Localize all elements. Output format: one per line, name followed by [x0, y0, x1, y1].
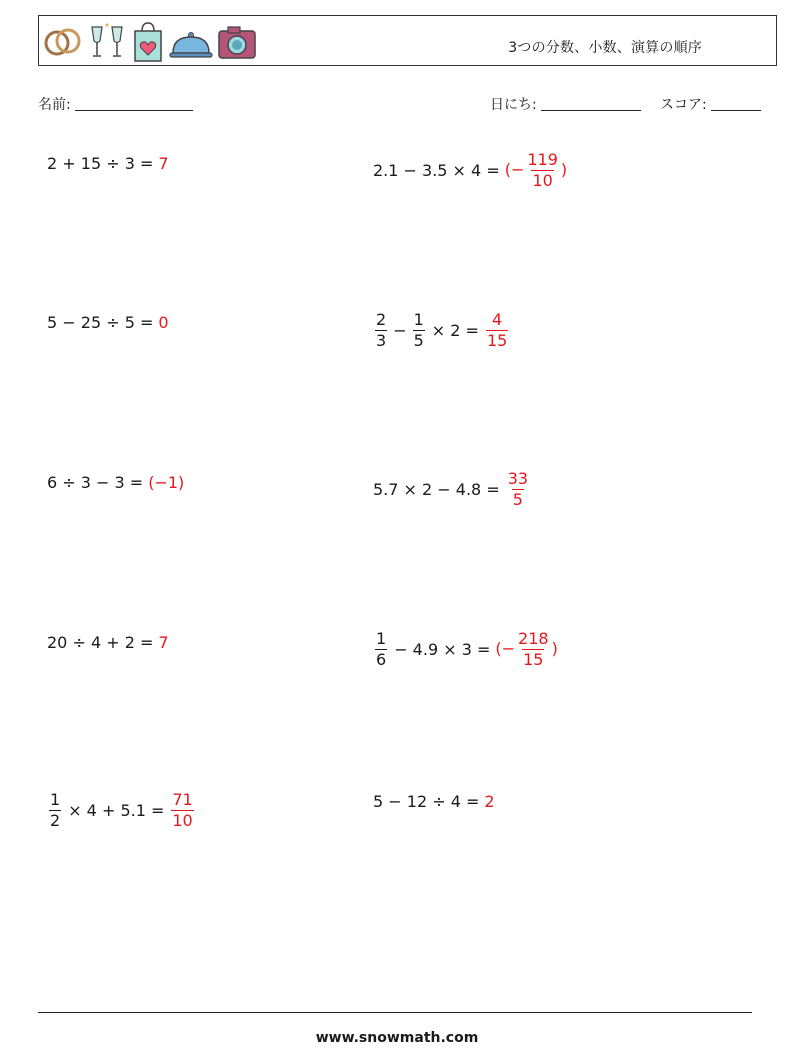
problem-expression: − 4.9 × 3 =	[394, 639, 491, 659]
header-icons	[42, 21, 258, 63]
date-blank[interactable]	[541, 95, 641, 111]
problem-expression: 5 − 25 ÷ 5 =	[47, 312, 154, 332]
problem-5	[47, 454, 184, 510]
numerator: 1	[50, 789, 61, 809]
denominator: 2	[50, 810, 61, 830]
problem-expression: × 2 =	[431, 320, 479, 340]
problem-expression: 2.1 − 3.5 × 4 =	[373, 160, 500, 180]
answer-prefix: (−	[504, 159, 525, 179]
denominator: 3	[376, 330, 387, 350]
problem-6	[373, 461, 531, 517]
problem-expression: × 4 + 5.1 =	[68, 800, 165, 820]
camera-icon	[216, 21, 258, 63]
problem-8	[373, 621, 558, 677]
problem-2	[373, 142, 567, 198]
answer-suffix: )	[551, 638, 558, 658]
problem-expression: 5 − 12 ÷ 4 =	[373, 791, 480, 811]
answer-fraction	[486, 309, 508, 350]
problem-expression: 6 ÷ 3 − 3 =	[47, 472, 144, 492]
numerator: 1	[413, 309, 424, 329]
problem-9	[47, 782, 196, 838]
operand-fraction	[413, 309, 425, 350]
denominator: 15	[523, 649, 544, 669]
problem-answer: 7	[158, 153, 169, 173]
worksheet-title: 3つの分数、小数、演算の順序	[508, 40, 702, 56]
problem-answer: 2	[484, 791, 495, 811]
numerator: 33	[507, 468, 529, 488]
answer-fraction	[507, 468, 529, 509]
numerator: 4	[492, 309, 503, 329]
problem-4	[373, 302, 510, 358]
operand-fraction	[375, 309, 387, 350]
score-label: スコア:	[660, 97, 707, 113]
cloche-icon	[168, 21, 214, 63]
numerator: 71	[172, 789, 193, 809]
operand-fraction	[49, 789, 61, 830]
operator: −	[393, 320, 407, 340]
name-field[interactable]	[38, 94, 193, 114]
problem-expression: 2 + 15 ÷ 3 =	[47, 153, 154, 173]
problem-expression: 20 ÷ 4 + 2 =	[47, 632, 154, 652]
score-blank[interactable]	[711, 95, 761, 111]
problem-7	[47, 614, 169, 670]
numerator: 218	[518, 628, 549, 648]
answer-fraction	[517, 628, 550, 669]
denominator: 10	[172, 810, 193, 830]
problem-3	[47, 294, 169, 350]
footer-divider	[38, 1012, 752, 1013]
answer-fraction	[526, 149, 559, 190]
name-label: 名前:	[38, 97, 71, 113]
date-label: 日にち:	[490, 97, 537, 113]
problem-answer	[495, 628, 558, 669]
operand-fraction	[375, 628, 387, 669]
champagne-toast-icon	[86, 21, 128, 63]
footer-url[interactable]: www.snowmath.com	[315, 1030, 479, 1046]
numerator: 119	[527, 149, 558, 169]
worksheet-header	[38, 15, 777, 66]
answer-suffix: )	[560, 159, 568, 179]
problem-expression: 5.7 × 2 − 4.8 =	[373, 479, 500, 499]
problem-answer	[504, 149, 568, 190]
score-field[interactable]	[660, 94, 761, 114]
numerator: 1	[376, 628, 387, 648]
problem-answer: 0	[158, 312, 169, 332]
denominator: 15	[486, 330, 508, 350]
problem-1	[47, 135, 169, 191]
problem-answer: (−1)	[148, 472, 185, 492]
problem-10	[373, 773, 495, 829]
name-blank[interactable]	[75, 95, 193, 111]
answer-fraction	[171, 789, 193, 830]
denominator: 6	[376, 649, 387, 669]
denominator: 10	[532, 170, 553, 190]
date-field[interactable]	[490, 94, 641, 114]
numerator: 2	[376, 309, 387, 329]
denominator: 5	[413, 330, 424, 350]
gift-bag-icon	[130, 21, 166, 63]
answer-prefix: (−	[495, 638, 516, 658]
denominator: 5	[512, 489, 523, 509]
rings-icon	[42, 21, 84, 63]
problem-answer: 7	[158, 632, 169, 652]
